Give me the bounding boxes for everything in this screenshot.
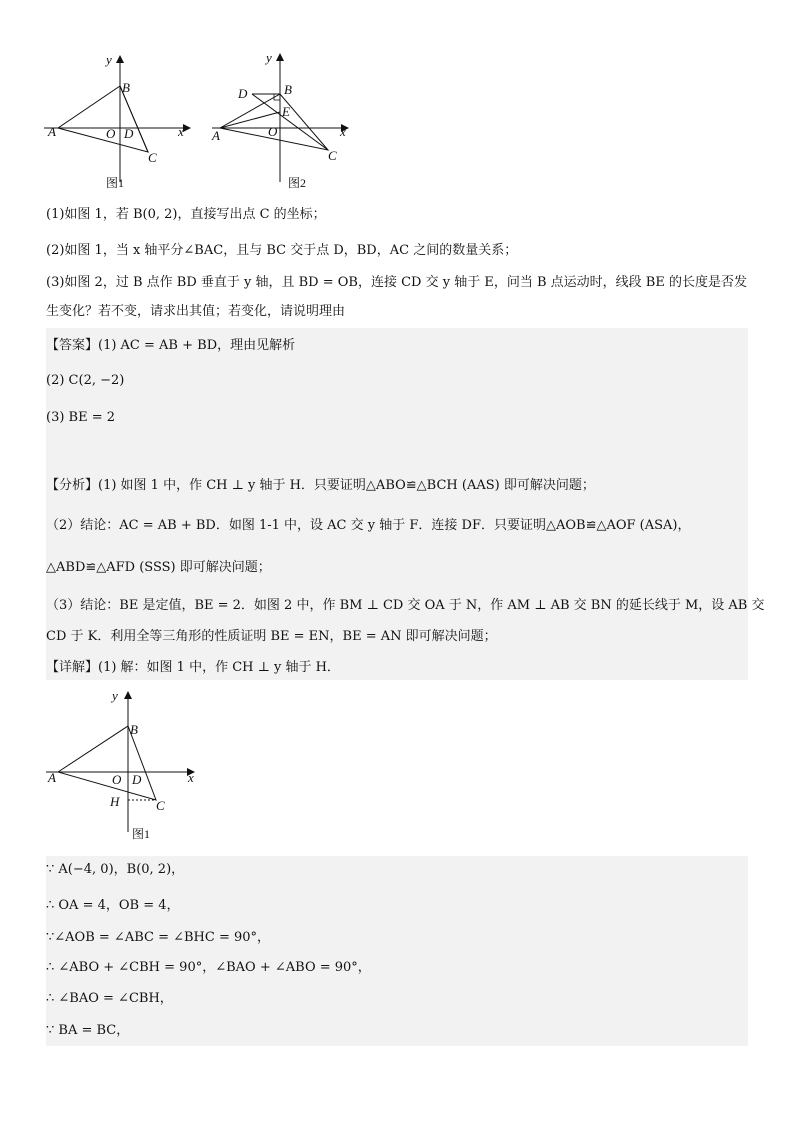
question-3b: 生变化？若不变，请求出其值；若变化，请说明理由	[46, 304, 346, 319]
detail-5: ∴ ∠BAO = ∠CBH，	[46, 991, 173, 1006]
label-o: O	[106, 126, 116, 141]
figure-caption: 图1	[106, 176, 125, 190]
analysis-1: 【分析】(1) 如图 1 中，作 CH ⊥ y 轴于 H．只要证明△ABO≌△BCH (AAS) 即可解决问题；	[46, 478, 595, 493]
segment-cd	[252, 94, 328, 150]
figure-detail	[44, 686, 206, 842]
label-o: O	[268, 124, 278, 139]
analysis-6: 【详解】(1) 解：如图 1 中，作 CH ⊥ y 轴于 H．	[46, 660, 340, 675]
label-c: C	[148, 150, 157, 165]
label-x: x	[178, 124, 184, 139]
label-b: B	[284, 82, 292, 97]
label-c: C	[156, 798, 165, 813]
label-e: E	[282, 104, 290, 119]
label-c: C	[328, 148, 337, 163]
figure-2	[208, 48, 368, 192]
figure-1	[44, 48, 204, 192]
label-b: B	[122, 80, 130, 95]
label-d: D	[238, 86, 248, 101]
question-2: (2)如图 1，当 x 轴平分∠BAC，且与 BC 交于点 D，BD，AC 之间的数量关系；	[46, 243, 518, 258]
label-o: O	[112, 772, 122, 787]
detail-4: ∴ ∠ABO + ∠CBH = 90°，∠BAO + ∠ABO = 90°，	[46, 960, 371, 975]
label-y: y	[106, 52, 112, 67]
label-b: B	[130, 722, 138, 737]
label-x: x	[188, 770, 194, 785]
analysis-4: （3）结论：BE 是定值，BE = 2．如图 2 中，作 BM ⊥ CD 交 OA 于 N，作 AM ⊥ AB 交 BN 的延长线于 M，设 AB 交	[46, 598, 765, 613]
label-y: y	[266, 50, 272, 65]
analysis-2: （2）结论：AC = AB + BD．如图 1-1 中，设 AC 交 y 轴于 F．连接 DF．只要证明△AOB≌△AOF (ASA)，	[46, 518, 691, 533]
label-x: x	[340, 124, 346, 139]
label-y: y	[112, 688, 118, 703]
figure-caption: 图1	[132, 827, 151, 841]
label-h: H	[110, 794, 120, 809]
label-a: A	[48, 770, 56, 785]
analysis-3: △ABD≌△AFD (SSS) 即可解决问题；	[46, 560, 271, 575]
label-d: D	[132, 772, 142, 787]
detail-panel	[46, 856, 748, 1046]
answer-1: 【答案】(1) AC = AB + BD，理由见解析	[46, 338, 296, 353]
detail-3: ∵∠AOB = ∠ABC = ∠BHC = 90°，	[46, 930, 271, 945]
detail-2: ∴ OA = 4，OB = 4，	[46, 898, 180, 913]
figure-caption: 图2	[288, 176, 307, 190]
triangle-abc	[220, 94, 328, 150]
label-a: A	[212, 128, 220, 143]
question-1: (1)如图 1，若 B(0, 2)，直接写出点 C 的坐标；	[46, 207, 326, 222]
label-a: A	[48, 124, 56, 139]
question-3a: (3)如图 2，过 B 点作 BD 垂直于 y 轴，且 BD = OB，连接 CD 交 y 轴于 E，问当 B 点运动时，线段 BE 的长度是否发	[46, 275, 747, 290]
analysis-5: CD 于 K．利用全等三角形的性质证明 BE = EN，BE = AN 即可解决问题；	[46, 629, 497, 644]
detail-6: ∵ BA = BC，	[46, 1023, 130, 1038]
detail-1: ∵ A(−4, 0)，B(0, 2)，	[46, 862, 185, 877]
answer-2: (2) C(2, −2)	[46, 373, 125, 388]
triangle-abc	[58, 726, 156, 800]
answer-3: (3) BE = 2	[46, 410, 116, 425]
label-d: D	[124, 126, 134, 141]
